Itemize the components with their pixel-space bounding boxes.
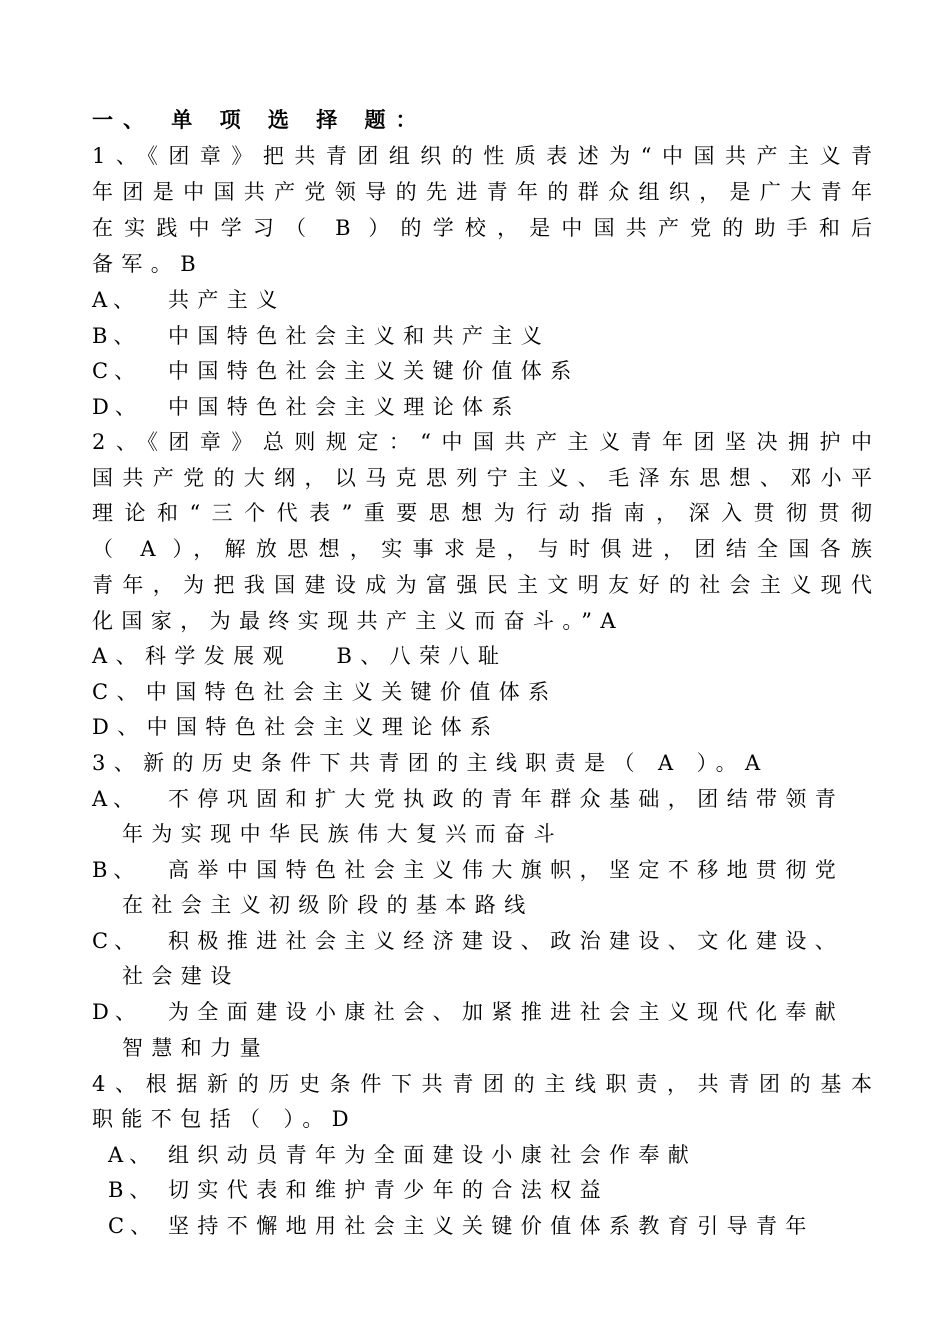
q3-option-c-cont: 社会建设 [122, 964, 240, 988]
q3-option-c [92, 923, 872, 959]
q3-option-a [92, 781, 872, 817]
q4-line-2: 职能不包括（ ）。D [92, 1107, 358, 1131]
q2-option-c: C、中国特色社会主义关键价值体系 [92, 680, 558, 704]
option-label: A、 [92, 288, 141, 312]
q1-option-c [92, 353, 872, 389]
option-label: B、 [92, 858, 141, 882]
option-text: 为全面建设小康社会、加紧推进社会主义现代化奉献 [168, 1000, 845, 1024]
q1-line-3: 在实践中学习（ B ）的学校，是中国共产党的助手和后 [92, 216, 872, 240]
q4-option-c [108, 1208, 872, 1244]
option-text: 中国特色社会主义关键价值体系 [168, 359, 580, 383]
option-label: B、 [92, 324, 141, 348]
q3-option-d-cont: 智慧和力量 [122, 1036, 269, 1060]
q4-option-a [108, 1137, 872, 1173]
q2-option-ab: A、科学发展观 B、八荣八耻 [92, 644, 508, 668]
option-label: C、 [92, 929, 142, 953]
option-label: A、 [92, 787, 141, 811]
option-label: D、 [92, 1000, 142, 1024]
option-text: 中国特色社会主义和共产主义 [168, 324, 551, 348]
q3-option-b [92, 852, 872, 888]
q1-option-d [92, 389, 872, 425]
option-text: 积极推进社会主义经济建设、政治建设、文化建设、 [168, 929, 845, 953]
option-label: A、 [108, 1143, 157, 1167]
option-text: 坚持不懈地用社会主义关键价值体系教育引导青年 [168, 1214, 815, 1238]
q3-option-a-cont: 年为实现中华民族伟大复兴而奋斗 [122, 822, 563, 846]
option-label: B、 [108, 1178, 157, 1202]
q2-line-5: 青年，为把我国建设成为富强民主文明友好的社会主义现代 [92, 573, 872, 597]
option-text: 中国特色社会主义理论体系 [168, 395, 521, 419]
q2-line-1: 2、《团章》总则规定：“中国共产主义青年团坚决拥护中 [92, 430, 872, 454]
q3-option-b-cont: 在社会主义初级阶段的基本路线 [122, 893, 534, 917]
q2-option-d: D、中国特色社会主义理论体系 [92, 715, 500, 739]
q1-option-b [92, 318, 872, 354]
q1-option-a [92, 282, 872, 318]
q3-option-d [92, 994, 872, 1030]
option-text: 组织动员青年为全面建设小康社会作奉献 [168, 1143, 698, 1167]
q4-line-1: 4、根据新的历史条件下共青团的主线职责，共青团的基本 [92, 1072, 872, 1096]
option-text: 共产主义 [168, 288, 286, 312]
q1-line-4: 备军。B [92, 252, 205, 276]
option-label: C、 [108, 1214, 158, 1238]
q2-line-3: 理论和“三个代表”重要思想为行动指南，深入贯彻贯彻 [92, 501, 872, 525]
option-label: C、 [92, 359, 142, 383]
q1-line-2: 年团是中国共产党领导的先进青年的群众组织，是广大青年 [92, 180, 872, 204]
q2-line-2: 国共产党的大纲，以马克思列宁主义、毛泽东思想、邓小平 [92, 466, 872, 490]
option-text: 不停巩固和扩大党执政的青年群众基础，团结带领青 [168, 787, 845, 811]
option-text: 高举中国特色社会主义伟大旗帜，坚定不移地贯彻党 [168, 858, 845, 882]
option-label: D、 [92, 395, 142, 419]
q3-stem: 3、新的历史条件下共青团的主线职责是（ A ）。A [92, 751, 769, 775]
q4-option-b [108, 1172, 872, 1208]
q1-line-1: 1、《团章》把共青团组织的性质表述为“中国共产主义青 [92, 144, 872, 168]
option-text: 切实代表和维护青少年的合法权益 [168, 1178, 609, 1202]
section-title: 一、 单 项 选 择 题： [92, 107, 427, 132]
q2-line-4: （ A ），解放思想，实事求是，与时俱进，团结全国各族 [92, 537, 872, 561]
q2-line-6: 化国家，为最终实现共产主义而奋斗。”A [92, 609, 624, 633]
